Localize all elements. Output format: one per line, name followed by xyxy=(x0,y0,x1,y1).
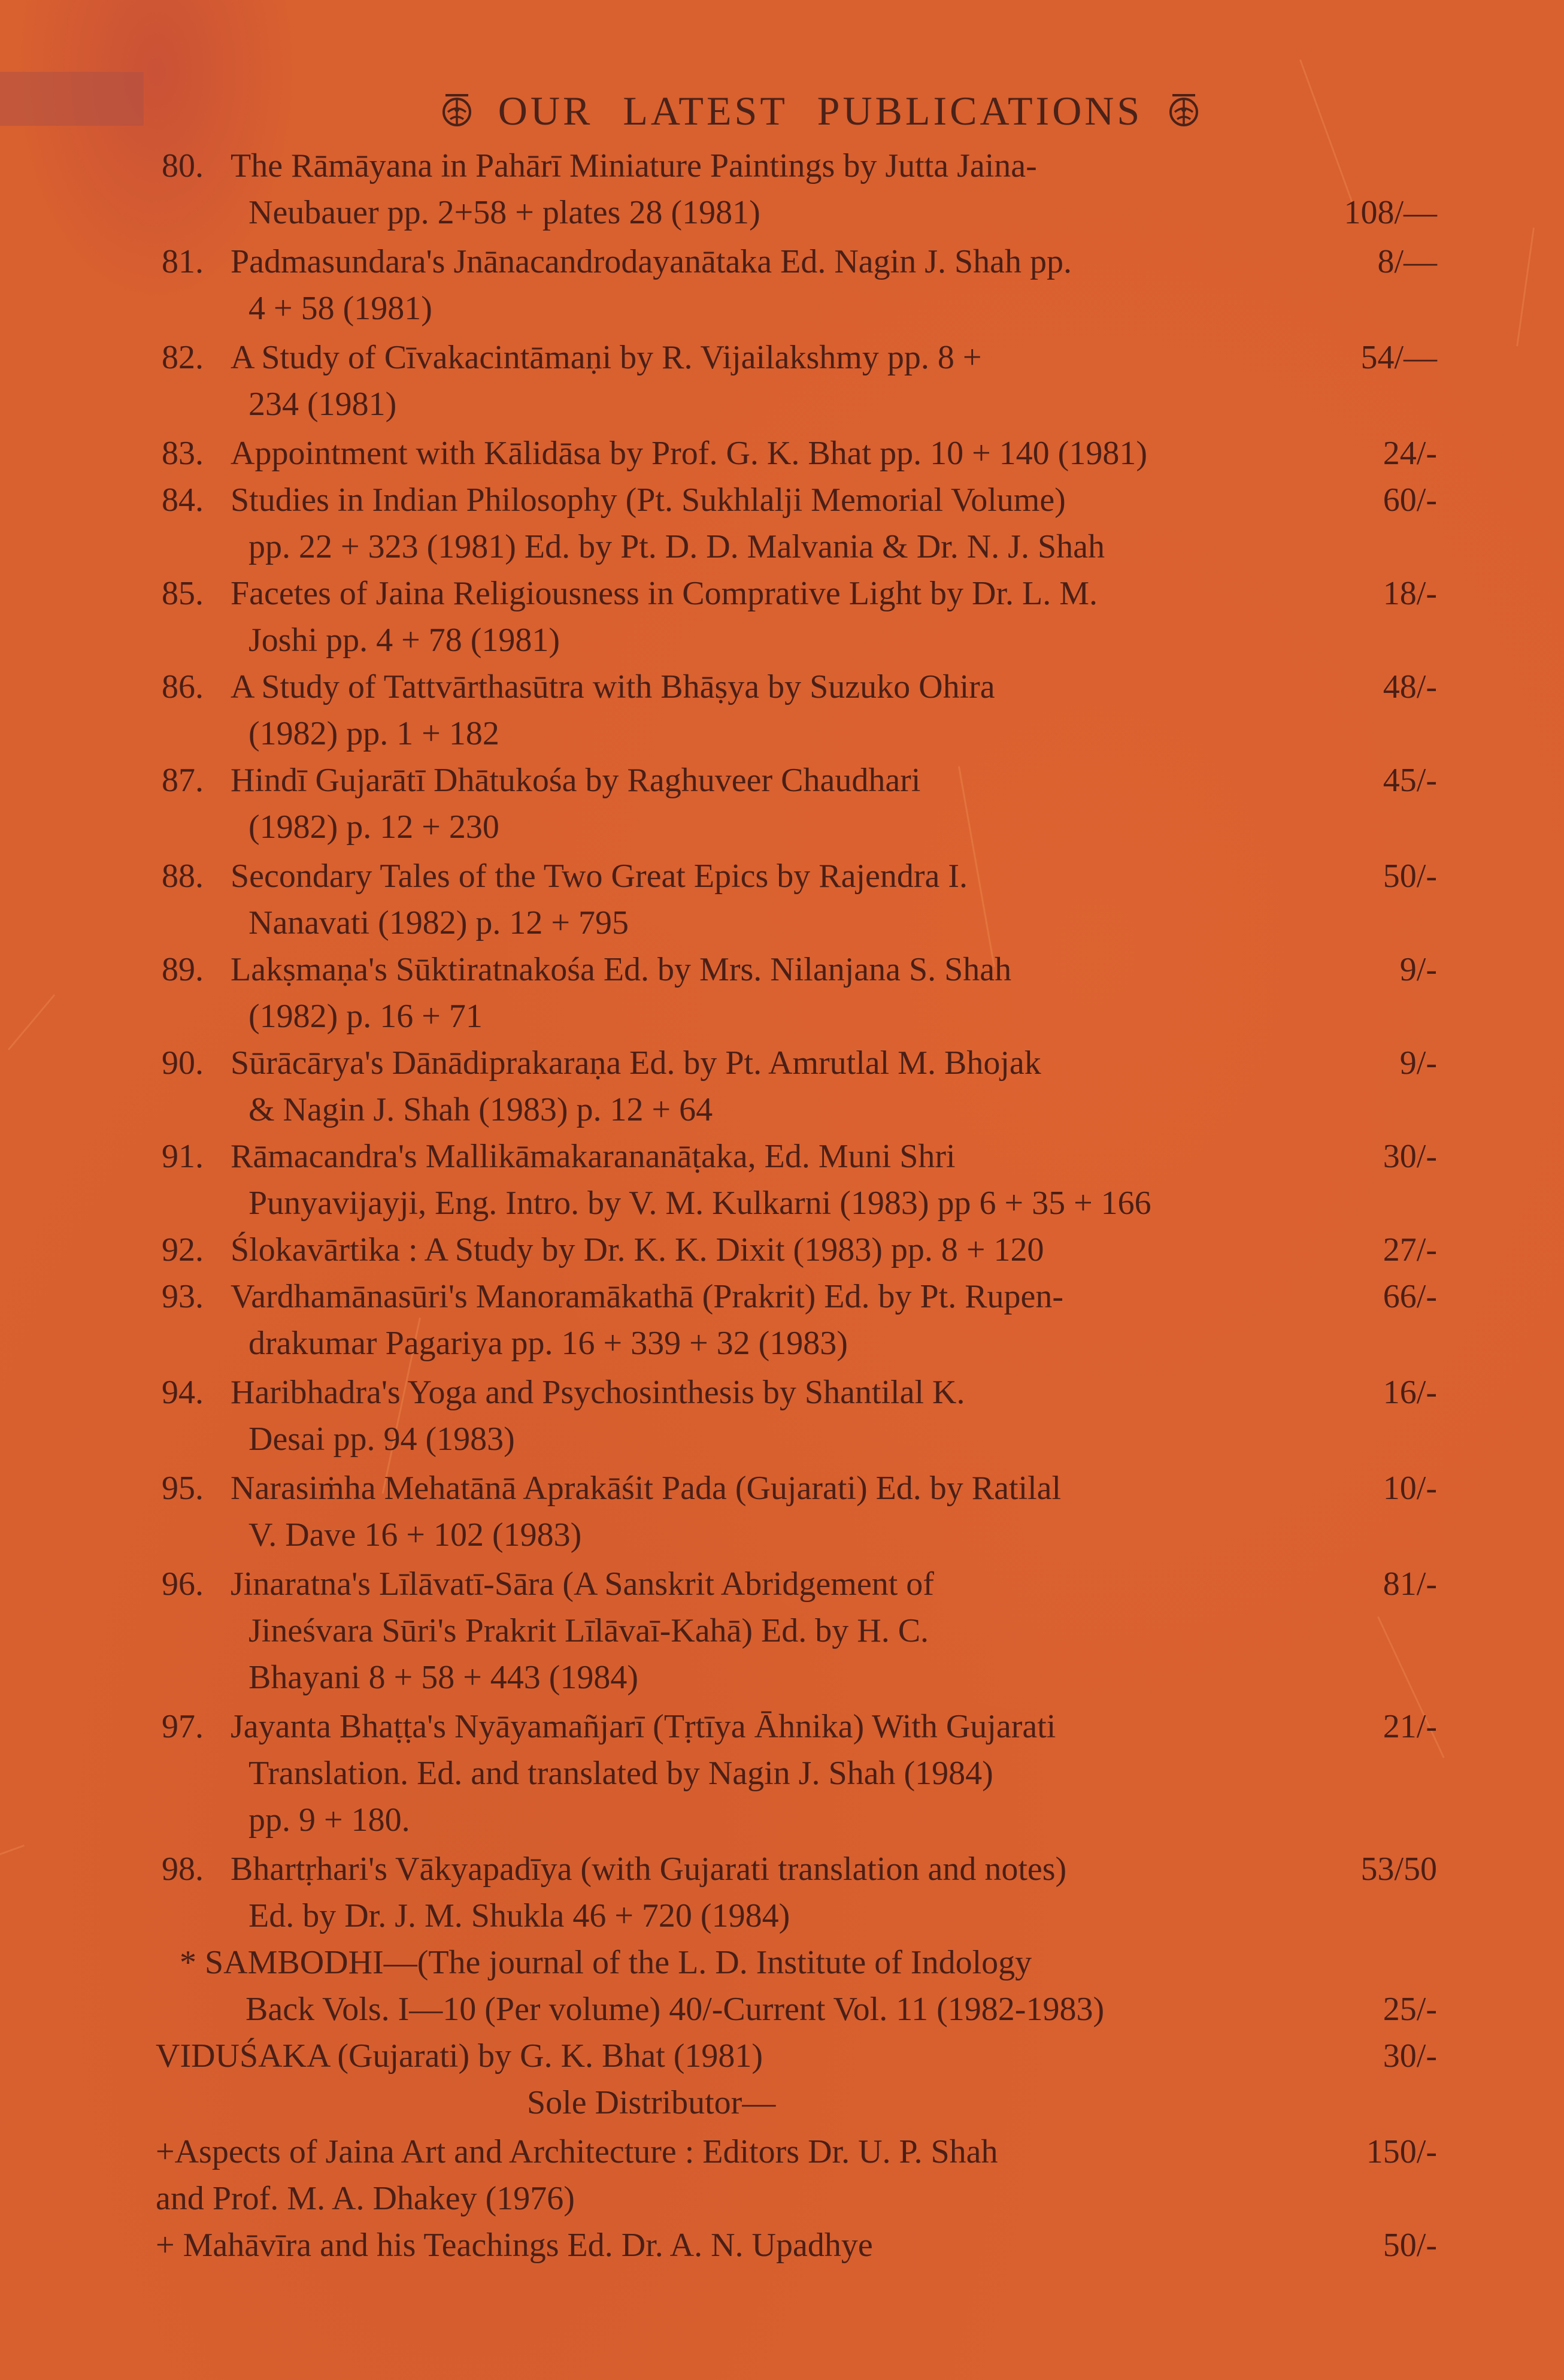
entry-number: 83. xyxy=(162,435,204,472)
entry-details: 234 (1981) xyxy=(248,386,397,423)
entry-number: 95. xyxy=(162,1470,204,1507)
entry-details: Translation. Ed. and translated by Nagin J. Shah (1984) xyxy=(248,1755,993,1792)
entry-price: 27/- xyxy=(1383,1231,1437,1268)
list-item xyxy=(162,1040,1437,1133)
entry-number: 93. xyxy=(162,1278,204,1315)
entry-number: 97. xyxy=(162,1708,204,1745)
entry-title: A Study of Tattvārthasūtra with Bhāṣya by Suzuko Ohira xyxy=(231,668,995,705)
entry-price: 18/- xyxy=(1383,575,1437,612)
entry-number: 89. xyxy=(162,951,204,988)
entry-price: 45/- xyxy=(1383,762,1437,799)
list-item xyxy=(162,664,1437,757)
entry-price: 9/- xyxy=(1399,1044,1437,1082)
distributed-price: 50/- xyxy=(1383,2227,1437,2264)
entry-details: Punyavijayji, Eng. Intro. by V. M. Kulkarni (1983) pp 6 + 35 + 166 xyxy=(248,1185,1151,1222)
entry-number: 82. xyxy=(162,339,204,376)
entry-title: Hindī Gujarātī Dhātukośa by Raghuveer Chaudhari xyxy=(231,762,921,799)
distributed-title: + Mahāvīra and his Teachings Ed. Dr. A. N. Upadhye xyxy=(156,2227,873,2264)
vidusaka-title: VIDUŚAKA (Gujarati) by G. K. Bhat (1981) xyxy=(156,2037,763,2075)
list-item xyxy=(162,238,1437,332)
entry-details: Neubauer pp. 2+58 + plates 28 (1981) xyxy=(248,194,760,231)
entry-price: 8/— xyxy=(1377,243,1437,280)
list-item xyxy=(162,570,1437,664)
entry-number: 84. xyxy=(162,482,204,519)
list-item xyxy=(162,143,1437,236)
entry-price: 54/— xyxy=(1360,339,1437,376)
entry-title: Secondary Tales of the Two Great Epics by Rajendra I. xyxy=(231,858,968,895)
entry-number: 87. xyxy=(162,762,204,799)
paper-stain xyxy=(0,72,144,126)
sambodhi-details: Back Vols. I—10 (Per volume) 40/-Current Vol. 11 (1982-1983) xyxy=(245,1991,1105,2028)
entry-details: Nanavati (1982) p. 12 + 795 xyxy=(248,904,629,941)
entry-title: Jinaratna's Līlāvatī-Sāra (A Sanskrit Abridgement of xyxy=(231,1566,934,1603)
heading-title: OUR LATEST PUBLICATIONS xyxy=(498,87,1143,134)
entry-title: Haribhadra's Yoga and Psychosinthesis by Shantilal K. xyxy=(231,1374,965,1411)
entry-price: 21/- xyxy=(1383,1708,1437,1745)
list-item xyxy=(162,1846,1437,1939)
list-item xyxy=(162,1133,1437,1227)
entry-title: Studies in Indian Philosophy (Pt. Sukhlalji Memorial Volume) xyxy=(231,482,1066,519)
jain-emblem-icon xyxy=(440,92,474,130)
entry-price: 48/- xyxy=(1383,668,1437,705)
vidusaka-price: 30/- xyxy=(1383,2037,1437,2075)
distributed-item xyxy=(156,2222,1437,2269)
paper-fibre xyxy=(8,994,55,1050)
vidusaka-item xyxy=(156,2033,1437,2079)
entry-details: Desai pp. 94 (1983) xyxy=(248,1421,515,1458)
entry-price: 53/50 xyxy=(1360,1851,1437,1888)
list-item xyxy=(162,1369,1437,1462)
list-item xyxy=(162,853,1437,946)
entry-price: 30/- xyxy=(1383,1138,1437,1175)
entry-details: pp. 9 + 180. xyxy=(248,1801,410,1839)
list-item xyxy=(162,1227,1437,1273)
jain-emblem-icon xyxy=(1166,92,1201,130)
entry-details: Bhayani 8 + 58 + 443 (1984) xyxy=(248,1659,639,1696)
entry-title: Appointment with Kālidāsa by Prof. G. K. Bhat pp. 10 + 140 (1981) xyxy=(231,435,1147,472)
entry-details: (1982) p. 12 + 230 xyxy=(248,809,499,846)
entry-number: 94. xyxy=(162,1374,204,1411)
sambodhi-price: 25/- xyxy=(1383,1991,1437,2028)
entry-price: 50/- xyxy=(1383,858,1437,895)
entry-title: Bhartṛhari's Vākyapadīya (with Gujarati translation and notes) xyxy=(231,1851,1067,1888)
entry-details: (1982) p. 16 + 71 xyxy=(248,998,483,1035)
list-item xyxy=(162,1465,1437,1558)
entry-price: 108/— xyxy=(1344,194,1437,231)
entry-price: 9/- xyxy=(1399,951,1437,988)
entry-price: 24/- xyxy=(1383,435,1437,472)
entry-details: Jineśvara Sūri's Prakrit Līlāvaī-Kahā) Ed. by H. C. xyxy=(248,1612,929,1649)
entry-number: 86. xyxy=(162,668,204,705)
entry-details: & Nagin J. Shah (1983) p. 12 + 64 xyxy=(248,1091,713,1128)
sambodhi-journal-item xyxy=(162,1939,1437,2033)
entry-details: 4 + 58 (1981) xyxy=(248,290,432,327)
entry-title: Facetes of Jaina Religiousness in Comprative Light by Dr. L. M. xyxy=(231,575,1098,612)
entry-number: 80. xyxy=(162,147,204,184)
list-item xyxy=(162,1561,1437,1701)
entry-title: Jayanta Bhaṭṭa's Nyāyamañjarī (Tṛtīya Āhnika) With Gujarati xyxy=(231,1708,1056,1745)
entry-title: The Rāmāyana in Pahārī Miniature Paintings by Jutta Jaina- xyxy=(231,147,1037,184)
entry-title: Narasiṁha Mehatānā Aprakāśit Pada (Gujarati) Ed. by Ratilal xyxy=(231,1470,1062,1507)
list-item xyxy=(162,477,1437,570)
entry-number: 96. xyxy=(162,1566,204,1603)
list-item xyxy=(162,1273,1437,1367)
publication-list xyxy=(156,143,1437,2269)
paper-fibre xyxy=(1516,228,1535,346)
entry-number: 88. xyxy=(162,858,204,895)
list-item xyxy=(162,1703,1437,1843)
entry-price: 10/- xyxy=(1383,1470,1437,1507)
paper-fibre xyxy=(0,1845,25,1865)
entry-details: drakumar Pagariya pp. 16 + 339 + 32 (1983) xyxy=(248,1325,848,1362)
entry-details: (1982) pp. 1 + 182 xyxy=(248,715,499,752)
list-item xyxy=(162,946,1437,1040)
entry-title: Sūrācārya's Dānādiprakaraṇa Ed. by Pt. Amrutlal M. Bhojak xyxy=(231,1044,1041,1082)
entry-title: Ślokavārtika : A Study by Dr. K. K. Dixit (1983) pp. 8 + 120 xyxy=(231,1231,1044,1268)
sambodhi-title: * SAMBODHI—(The journal of the L. D. Institute of Indology xyxy=(180,1944,1032,1981)
entry-details: Joshi pp. 4 + 78 (1981) xyxy=(248,622,560,659)
entry-number: 90. xyxy=(162,1044,204,1082)
sole-distributor-label: Sole Distributor— xyxy=(527,2084,776,2121)
distributed-title: +Aspects of Jaina Art and Architecture : Editors Dr. U. P. Shah xyxy=(156,2133,998,2170)
entry-price: 60/- xyxy=(1383,482,1437,519)
entry-details: pp. 22 + 323 (1981) Ed. by Pt. D. D. Malvania & Dr. N. J. Shah xyxy=(248,528,1105,565)
entry-details: V. Dave 16 + 102 (1983) xyxy=(248,1516,582,1554)
entry-details: Ed. by Dr. J. M. Shukla 46 + 720 (1984) xyxy=(248,1897,790,1934)
entry-number: 98. xyxy=(162,1851,204,1888)
page-heading xyxy=(371,78,1269,144)
entry-price: 66/- xyxy=(1383,1278,1437,1315)
entry-number: 81. xyxy=(162,243,204,280)
distributed-price: 150/- xyxy=(1366,2133,1437,2170)
distributed-details: and Prof. M. A. Dhakey (1976) xyxy=(156,2180,575,2217)
list-item xyxy=(162,757,1437,850)
entry-title: Vardhamānasūri's Manoramākathā (Prakrit) Ed. by Pt. Rupen- xyxy=(231,1278,1064,1315)
entry-number: 85. xyxy=(162,575,204,612)
list-item xyxy=(162,334,1437,428)
entry-title: Lakṣmaṇa's Sūktiratnakośa Ed. by Mrs. Nilanjana S. Shah xyxy=(231,951,1012,988)
entry-number: 92. xyxy=(162,1231,204,1268)
entry-price: 16/- xyxy=(1383,1374,1437,1411)
entry-number: 91. xyxy=(162,1138,204,1175)
entry-price: 81/- xyxy=(1383,1566,1437,1603)
entry-title: Rāmacandra's Mallikāmakarananāṭaka, Ed. Muni Shri xyxy=(231,1138,956,1175)
entry-title: Padmasundara's Jnānacandrodayanātaka Ed. Nagin J. Shah pp. xyxy=(231,243,1072,280)
distributed-item xyxy=(156,2128,1437,2222)
list-item xyxy=(162,430,1437,477)
entry-title: A Study of Cīvakacintāmaṇi by R. Vijailakshmy pp. 8 + xyxy=(231,339,982,376)
